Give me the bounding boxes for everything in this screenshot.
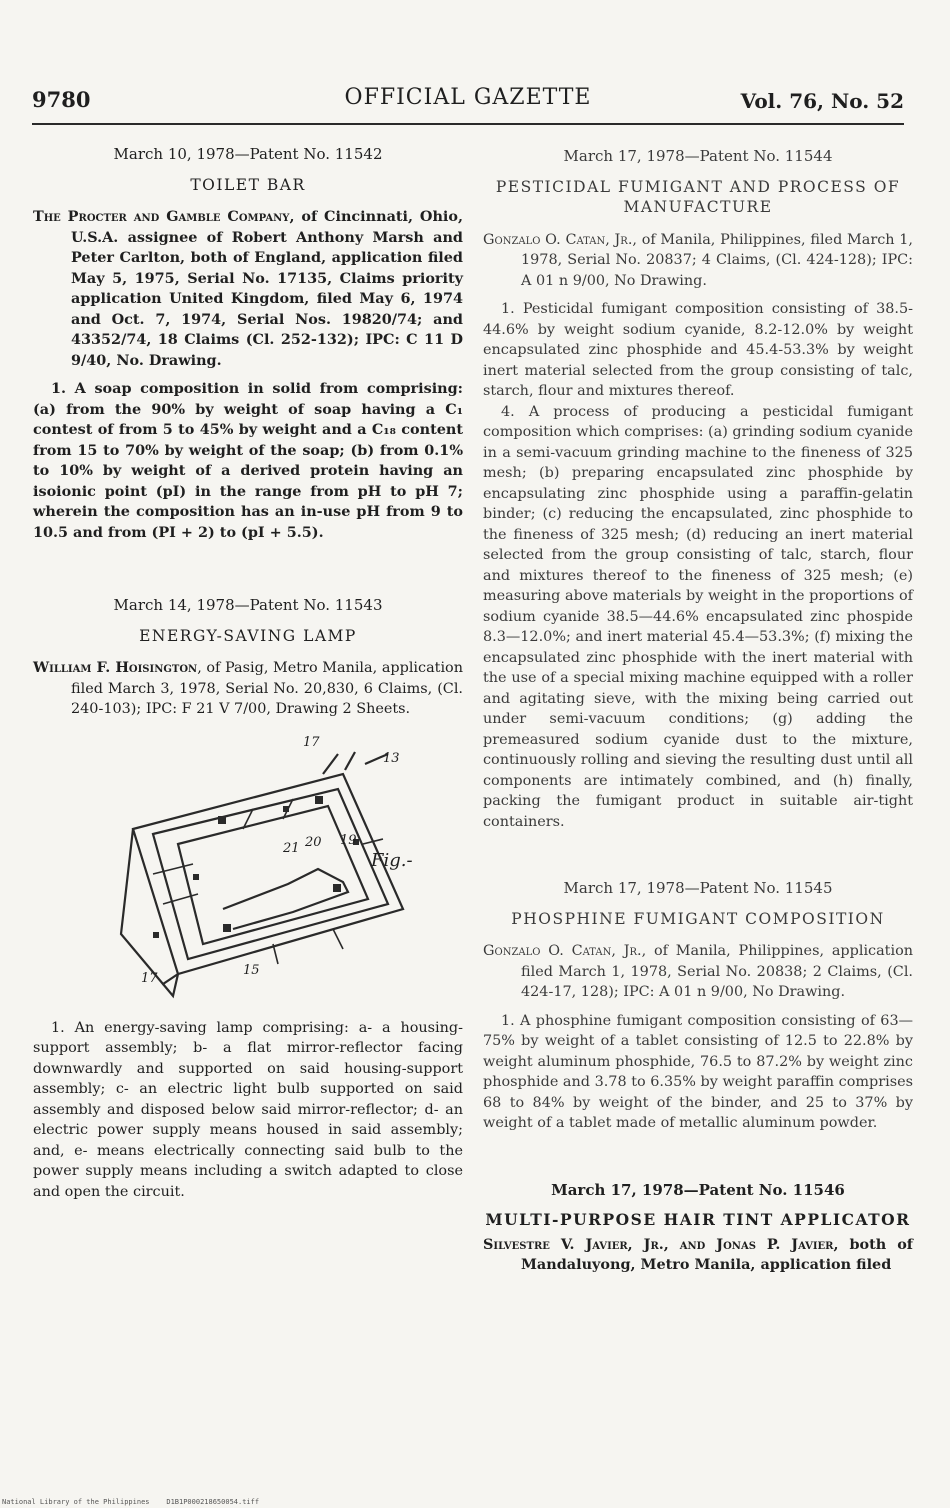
- patent-entry-11545: [483, 878, 913, 1134]
- patent-applicant: [33, 658, 463, 720]
- lamp-patent-drawing: [93, 734, 423, 1004]
- drawing-label: 15: [243, 962, 260, 978]
- patent-date: March 17, 1978—Patent No. 11545: [563, 879, 833, 897]
- drawing-label: 17: [303, 734, 320, 750]
- patent-applicant: [483, 1235, 913, 1276]
- applicant-details: , both of Mandaluyong, Metro Manila, application filed: [521, 1235, 913, 1273]
- patent-applicant: [33, 207, 463, 371]
- page-number: 9780: [32, 87, 91, 112]
- applicant-details: , of Manila, Philippines, application filed March 1, 1978, Serial No. 20838; 2 Claims, (Cl. 424-17, 128); IPC: A 01 n 9/00, No Drawing.: [521, 943, 913, 1000]
- section-gap: [483, 832, 913, 872]
- scan-footer: National Library of the Philippines D1B1P000218650054.tiff: [2, 1498, 260, 1506]
- patent-title: PESTICIDAL FUMIGANT AND PROCESS OF MANUFACTURE: [495, 177, 901, 216]
- header-rule: [32, 123, 904, 125]
- applicant-details: , of Manila, Philippines, filed March 1, 1978, Serial No. 20837; 4 Claims, (Cl. 424-128); IPC: A 01 n 9/00, No Drawing.: [521, 231, 913, 289]
- patent-entry-11544: [483, 146, 913, 832]
- page-header: [32, 85, 904, 125]
- patent-title: MULTI-PURPOSE HAIR TINT APPLICATOR: [485, 1210, 911, 1229]
- patent-claim-1: 1. Pesticidal fumigant composition consisting of 38.5-44.6% by weight sodium cyanide, 8.2-12.0% by weight encapsulated zinc phosphide and 45.4-53.3% by weight inert material selected from the group consisting of talc, starch, flour and mixtures thereof.: [483, 301, 913, 399]
- patent-title: ENERGY-SAVING LAMP: [139, 626, 357, 645]
- applicant-name: The Procter and Gamble Company: [33, 208, 290, 225]
- drawing-label: Fig.-: [371, 849, 413, 871]
- patent-claim: 1. A soap composition in solid from comprising: (a) from the 90% by weight of soap having a C₁ contest of from 5 to 45% by weight and a C₁₈ content from 15 to 70% by weight of the soap; (b) from 0.1% to 10% by weight of a derived protein having an isoionic point (pI) in the range from pH to pH 7; wherein the composition has an in-use pH from 9 to 10.5 and from (PI + 2) to (pI + 5.5).: [33, 380, 463, 541]
- patent-applicant: [483, 941, 913, 1003]
- patent-date: March 10, 1978—Patent No. 11542: [113, 145, 383, 163]
- patent-applicant: [483, 230, 913, 292]
- patent-claim: 1. A phosphine fumigant composition consisting of 63—75% by weight of a tablet consisting of 12.5 to 22.8% by weight aluminum phosphide, 76.5 to 87.2% by weight zinc phosphide and 3.78 to 6.35% by weight paraffin comprises 68 to 84% by weight of the binder, and 25 to 37% by weight of a tablet made of metallic aluminum powder.: [483, 1012, 913, 1131]
- patent-title: PHOSPHINE FUMIGANT COMPOSITION: [511, 909, 885, 928]
- applicant-details: , of Cincinnati, Ohio, U.S.A. assignee of Robert Anthony Marsh and Peter Carlton, both of England, application filed May 5, 1975, Serial No. 17135, Claims priority application United Kingdom, filed May 6, 1974 and Oct. 7, 1974, Serial Nos. 19820/74; and 43352/74, 18 Claims (Cl. 252-132); IPC: C 11 D 9/40, No. Drawing.: [71, 208, 464, 369]
- patent-date: March 14, 1978—Patent No. 11543: [113, 596, 383, 614]
- volume-number: Vol. 76, No. 52: [740, 89, 904, 113]
- drawing-label: 20: [305, 834, 322, 850]
- applicant-name: Gonzalo O. Catan, Jr.: [483, 943, 642, 959]
- patent-entry-11542: [33, 144, 463, 543]
- patent-entry-11546: [483, 1180, 913, 1276]
- patent-entry-11543: [33, 595, 463, 1202]
- patent-claim: 1. An energy-saving lamp comprising: a- a housing-support assembly; b- a flat mirror-reflector facing downwardly and supported on said housing-support assembly; c- an electric light bulb supported on said assembly and disposed below said mirror-reflector; d- an electric power supply means housed in said assembly; and, e- means electrically connecting said bulb to the power supply means including a switch adapted to close and open the circuit.: [33, 1019, 463, 1200]
- patent-claim-4: 4. A process of producing a pesticidal fumigant composition which comprises: (a) grinding sodium cyanide in a semi-vacuum grinding machine to the fineness of 325 mesh; (b) preparing encapsulated zinc phosphide by encapsulating zinc phosphide using a paraffin-gelatin binder; (c) reducing the encapsulated, zinc phosphide to the fineness of 325 mesh; (d) reducing an inert material selected from the group consisting of talc, starch, flour and mixtures thereof to the fineness of 325 mesh; (e) measuring above materials by weight in the proportions of sodium cyanide 38.5—44.6% encapsulated zinc phospide 8.3—12.0%; and inert material 45.4—53.3%; (f) mixing the encapsulated zinc phosphide with the inert material with the use of a special mixing machine equipped with a roller and agitating sieve, with the mixing being carried out under semi-vacuum conditions; (g) adding the premeasured sodium cyanide dust to the mixture, continuously rolling and sieving the resulting dust until all components are intimately combined, and (h) finally, packing the fumigant product in suitable air-tight containers.: [483, 403, 913, 830]
- patent-date: March 17, 1978—Patent No. 11546: [551, 1180, 845, 1199]
- gazette-title: OFFICIAL GAZETTE: [344, 85, 592, 110]
- drawing-label: 17: [141, 970, 158, 986]
- applicant-name: Gonzalo O. Catan, Jr.: [483, 231, 633, 248]
- section-gap: [483, 1134, 913, 1174]
- drawing-label: 19: [340, 832, 357, 848]
- applicant-name: Silvestre V. Javier, Jr., and Jonas P. Javier: [483, 1235, 834, 1253]
- right-column: [483, 140, 913, 1284]
- applicant-name: William F. Hoisington: [33, 659, 198, 676]
- left-column: [33, 138, 463, 1202]
- patent-title: TOILET BAR: [190, 175, 306, 194]
- drawing-label: 13: [383, 750, 400, 766]
- applicant-details: , of Pasig, Metro Manila, application filed March 3, 1978, Serial No. 20,830, 6 Claims, (Cl. 240-103); IPC: F 21 V 7/00, Drawing 2 Sheets.: [71, 660, 463, 717]
- section-gap: [33, 543, 463, 589]
- drawing-label: 21: [283, 840, 300, 856]
- patent-date: March 17, 1978—Patent No. 11544: [563, 147, 833, 165]
